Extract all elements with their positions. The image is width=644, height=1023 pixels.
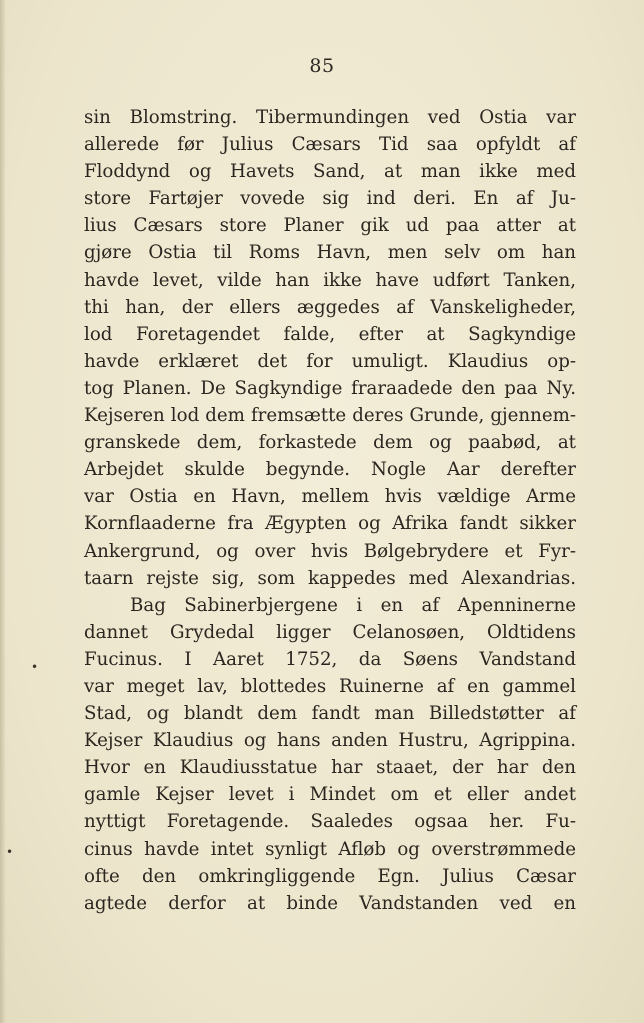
text-line: store Fartøjer vovede sig ind deri. En af Ju- xyxy=(84,188,576,210)
margin-mark: • xyxy=(6,845,14,859)
page-number: 85 xyxy=(309,55,335,77)
text-line: granskede dem, forkastede dem og paabød, at xyxy=(84,432,576,454)
text-line: Kejser Klaudius og hans anden Hustru, Agrippina. xyxy=(84,730,576,752)
spine-shadow xyxy=(0,0,6,1023)
text-line: Fucinus. I Aaret 1752, da Søens Vandstand xyxy=(84,648,576,670)
text-line: sin Blomstring. Tibermundingen ved Ostia var xyxy=(84,107,576,128)
text-line: gjøre Ostia til Roms Havn, men selv om han xyxy=(84,242,576,264)
margin-mark: • xyxy=(31,660,39,674)
text-line: Kornflaaderne fra Ægypten og Afrika fandt sikker xyxy=(84,513,576,535)
text-line: var Ostia en Havn, mellem hvis vældige Arme xyxy=(84,486,576,508)
text-line: Hvor en Klaudiusstatue har staaet, der har den xyxy=(84,757,576,779)
text-line: dannet Grydedal ligger Celanosøen, Oldtidens xyxy=(84,621,576,643)
text-line: Kejseren lod dem fremsætte deres Grunde, gjennem- xyxy=(84,405,576,427)
text-line: Arbejdet skulde begynde. Nogle Aar derefter xyxy=(84,459,576,481)
text-line: havde erklæret det for umuligt. Klaudius op- xyxy=(84,350,576,372)
text-line: agtede derfor at binde Vandstanden ved en xyxy=(84,892,576,914)
text-line: havde levet, vilde han ikke have udført Tanken, xyxy=(84,269,576,291)
text-line: cinus havde intet synligt Afløb og overstrømmede xyxy=(84,838,576,860)
text-line: allerede før Julius Cæsars Tid saa opfyldt af xyxy=(84,134,576,156)
paragraph-start-line: Bag Sabinerbjergene i en af Apenninerne xyxy=(130,594,576,616)
text-line: nyttigt Foretagende. Saaledes ogsaa her. Fu- xyxy=(84,811,576,833)
text-line: taarn rejste sig, som kappedes med Alexandrias. xyxy=(84,567,576,589)
text-line: thi han, der ellers æggedes af Vanskeligheder, xyxy=(84,296,576,318)
body-text xyxy=(84,104,576,917)
text-line: Floddynd og Havets Sand, at man ikke med xyxy=(84,161,576,183)
text-line: lius Cæsars store Planer gik ud paa atter at xyxy=(84,215,576,237)
text-line: gamle Kejser levet i Mindet om et eller andet xyxy=(84,784,576,806)
text-line: var meget lav, blottedes Ruinerne af en gammel xyxy=(84,675,576,697)
text-line: ofte den omkringliggende Egn. Julius Cæsar xyxy=(84,865,576,887)
text-line: Stad, og blandt dem fandt man Billedstøtter af xyxy=(84,703,576,725)
text-line: lod Foretagendet falde, efter at Sagkyndige xyxy=(84,323,576,345)
text-line: tog Planen. De Sagkyndige fraraadede den paa Ny. xyxy=(84,377,576,399)
text-line: Ankergrund, og over hvis Bølgebrydere et Fyr- xyxy=(84,540,576,562)
